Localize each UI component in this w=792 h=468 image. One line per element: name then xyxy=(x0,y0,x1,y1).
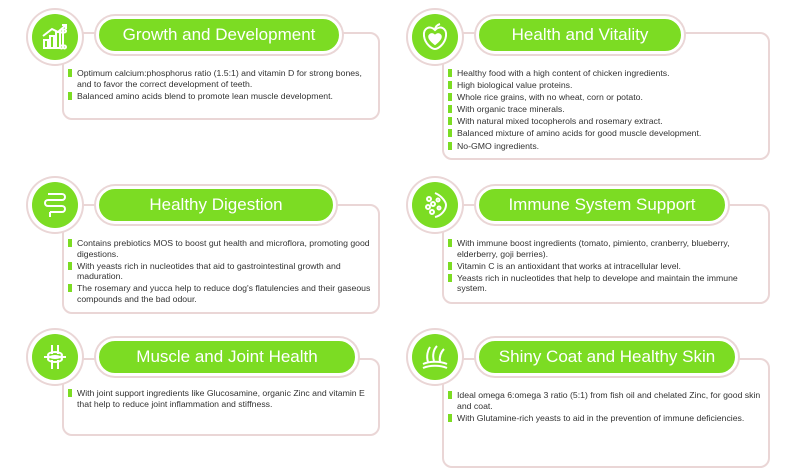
card-list xyxy=(448,68,766,153)
card-list xyxy=(448,390,766,425)
list-item: Balanced amino acids blend to promote lean muscle development. xyxy=(68,91,372,102)
list-item: No-GMO ingredients. xyxy=(448,141,766,152)
list-item: Yeasts rich in nucleotides that help to develope and maintain the immune system. xyxy=(448,273,766,294)
card-title: Growth and Development xyxy=(96,16,342,54)
card-icon xyxy=(408,10,462,64)
card-title: Muscle and Joint Health xyxy=(96,338,358,376)
list-item: Contains prebiotics MOS to boost gut health and microflora, promoting good digestions. xyxy=(68,238,374,259)
list-item: Healthy food with a high content of chicken ingredients. xyxy=(448,68,766,79)
list-item: Vitamin C is an antioxidant that works at intracellular level. xyxy=(448,261,766,272)
list-item: With joint support ingredients like Glucosamine, organic Zinc and vitamin E that help to reduce joint inflammation and stiffness. xyxy=(68,388,374,409)
card-icon xyxy=(408,178,462,232)
list-item: High biological value proteins. xyxy=(448,80,766,91)
list-item: With yeasts rich in nucleotides that aid to gastrointestinal growth and maduration. xyxy=(68,261,374,282)
card-list xyxy=(68,238,374,306)
card-list xyxy=(68,388,374,411)
list-item: With organic trace minerals. xyxy=(448,104,766,115)
list-item: Balanced mixture of amino acids for good muscle development. xyxy=(448,128,766,139)
growth-bars-bone-icon xyxy=(40,22,70,52)
list-item: With immune boost ingredients (tomato, pimiento, cranberry, blueberry, elderberry, goji berries). xyxy=(448,238,766,259)
apple-heart-icon xyxy=(420,22,450,52)
card-icon xyxy=(28,10,82,64)
list-item: Optimum calcium:phosphorus ratio (1.5:1) and vitamin D for strong bones, and to favor the correct development of teeth. xyxy=(68,68,372,89)
intestine-icon xyxy=(40,190,70,220)
list-item: With natural mixed tocopherols and rosemary extract. xyxy=(448,116,766,127)
list-item: Ideal omega 6:omega 3 ratio (5:1) from fish oil and chelated Zinc, for good skin and coat. xyxy=(448,390,766,411)
list-item: With Glutamine-rich yeasts to aid in the prevention of immune deficiencies. xyxy=(448,413,766,424)
card-title: Health and Vitality xyxy=(476,16,684,54)
card-icon xyxy=(28,178,82,232)
card-icon xyxy=(28,330,82,384)
shield-cells-icon xyxy=(420,190,450,220)
card-title: Immune System Support xyxy=(476,186,728,224)
joint-bone-icon xyxy=(40,342,70,372)
card-title: Healthy Digestion xyxy=(96,186,336,224)
card-icon xyxy=(408,330,462,384)
card-list xyxy=(448,238,766,295)
hair-skin-icon xyxy=(420,342,450,372)
list-item: The rosemary and yucca help to reduce dog's flatulencies and their gaseous compounds and the bad odour. xyxy=(68,283,374,304)
card-title: Shiny Coat and Healthy Skin xyxy=(476,338,738,376)
list-item: Whole rice grains, with no wheat, corn or potato. xyxy=(448,92,766,103)
card-list xyxy=(68,68,372,103)
